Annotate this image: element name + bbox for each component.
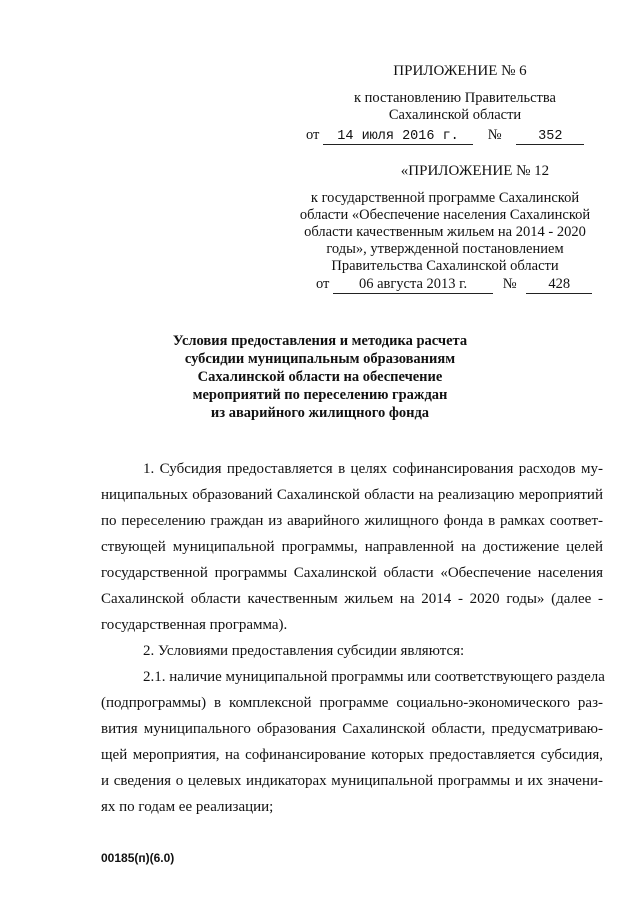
appendix12-from-label: от [316,276,330,292]
appendix12-number-label: № [502,276,517,292]
body-line: и сведения о целевых индикаторах муниципальной программы и их значени- [101,773,603,789]
appendix6-date: 14 июля 2016 г. [323,129,473,145]
body-line: по переселению граждан из аварийного жилищного фонда в рамках соответ- [101,513,603,529]
appendix12-line: годы», утвержденной постановлением [326,241,564,257]
document-title-line: Сахалинской области на обеспечение [197,369,443,385]
document-title-line: Условия предоставления и методика расчета [172,333,468,349]
body-line: щей мероприятия, на софинансирование которых предоставляется субсидия, [101,747,603,763]
appendix12-line: области «Обеспечение населения Сахалинской [299,207,591,223]
document-title-line: мероприятий по переселению граждан [192,387,448,403]
body-line: ниципальных образований Сахалинской области на реализацию мероприятий [101,487,603,503]
appendix12-line: Правительства Сахалинской области [331,258,559,274]
appendix6-date-row [306,127,584,145]
appendix12-title: «ПРИЛОЖЕНИЕ № 12 [400,163,550,179]
appendix6-title: ПРИЛОЖЕНИЕ № 6 [393,63,527,79]
body-line: государственной программы Сахалинской области «Обеспечение населения [101,565,603,581]
appendix6-number: 352 [516,129,584,145]
body-line: 2.1. наличие муниципальной программы или соответствующего раздела [143,669,605,685]
document-title [140,332,500,422]
body-line: государственная программа). [101,617,288,633]
document-title-line: из аварийного жилищного фонда [210,405,430,421]
appendix6-line2: Сахалинской области [388,107,522,123]
body-line: вития муниципального образования Сахалинской области, предусматриваю- [101,721,603,737]
body-line: ствующей муниципальной программы, направленной на достижение целей [101,539,603,555]
body-line: ях по годам ее реализации; [101,799,274,815]
appendix12-date-row [316,276,592,294]
footer-code: 00185(п)(6.0) [101,851,175,865]
body-line: 1. Субсидия предоставляется в целях софинансирования расходов му- [143,461,603,477]
appendix6-from-label: от [306,127,320,143]
body-line: Сахалинской области качественным жильем на 2014 - 2020 годы» (далее - [101,591,603,607]
body-line: (подпрограммы) в комплексной программе социально-экономического раз- [101,695,603,711]
appendix12-date: 06 августа 2013 г. [333,276,493,294]
document-title-line: субсидии муниципальным образованиям [184,351,456,367]
body-line: 2. Условиями предоставления субсидии являются: [143,643,465,659]
appendix12-line: области качественным жильем на 2014 - 2020 [304,224,586,240]
appendix6-line1: к постановлению Правительства [354,90,556,106]
appendix6-number-label: № [487,127,502,143]
appendix12-number: 428 [526,276,592,294]
appendix12-line: к государственной программе Сахалинской [310,190,580,206]
